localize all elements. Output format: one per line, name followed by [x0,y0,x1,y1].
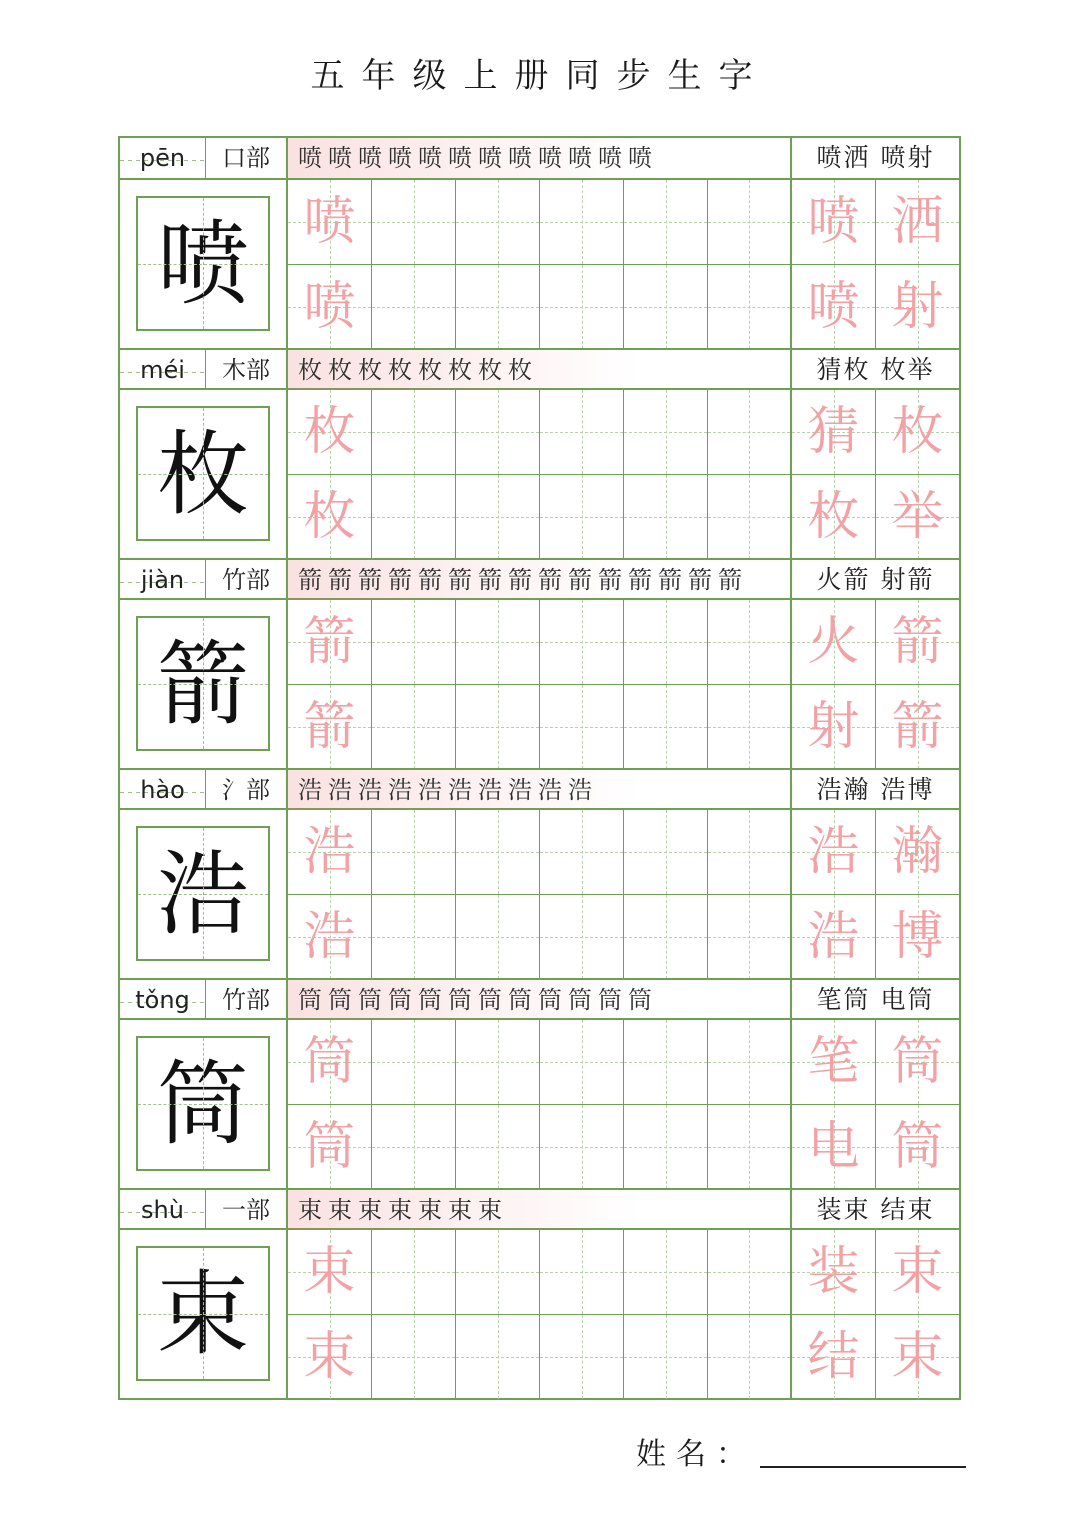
trace-word-character: 箭 [891,696,944,757]
blank-practice-cell[interactable] [540,1020,624,1105]
blank-practice-cell[interactable] [540,390,624,475]
practice-grid [288,600,959,769]
trace-character: 浩 [303,906,356,967]
blank-practice-cell[interactable] [372,685,456,770]
trace-word-cell[interactable] [876,180,959,265]
blank-practice-cell[interactable] [708,810,792,895]
trace-character: 筒 [303,1116,356,1177]
practice-grid [288,390,959,559]
trace-word-character: 猜 [807,402,860,462]
blank-practice-cell[interactable] [540,475,624,560]
blank-practice-cell[interactable] [624,810,708,895]
trace-word-cell[interactable] [792,1230,876,1315]
character-section [120,558,959,769]
practice-grid [288,810,959,979]
character-info-row [120,1188,959,1230]
blank-practice-cell[interactable] [708,1105,792,1190]
trace-character: 束 [303,1242,356,1302]
blank-practice-cell[interactable] [540,1315,624,1400]
blank-practice-cell[interactable] [708,1315,792,1400]
trace-character: 筒 [303,1032,356,1092]
blank-practice-cell[interactable] [456,1020,540,1105]
blank-practice-cell[interactable] [708,475,792,560]
trace-word-character: 射 [807,696,860,757]
trace-word-character: 瀚 [891,822,944,882]
trace-word-character: 筒 [891,1032,944,1092]
trace-word-character: 火 [807,612,860,672]
trace-word-cell[interactable] [792,685,876,770]
blank-practice-cell[interactable] [624,1105,708,1190]
blank-practice-cell[interactable] [372,895,456,980]
blank-practice-cell[interactable] [708,390,792,475]
trace-word-cell[interactable] [792,1105,876,1190]
blank-practice-cell[interactable] [540,600,624,685]
trace-word-cell[interactable] [876,685,959,770]
model-character: 浩 [136,826,270,961]
trace-word-character: 枚 [891,402,944,462]
model-character: 喷 [136,196,270,331]
trace-character-cell[interactable] [288,180,372,265]
stroke-order-text: 喷喷喷喷喷喷喷喷喷喷喷喷 [298,144,658,172]
character-section [120,138,959,349]
blank-practice-cell[interactable] [708,895,792,980]
trace-character-cell[interactable] [288,1230,372,1315]
trace-character-cell[interactable] [288,810,372,895]
character-info-row [120,768,959,810]
example-words: 猜枚 枚举 [816,355,935,384]
trace-word-character: 喷 [807,276,860,337]
trace-word-cell[interactable] [792,475,876,560]
character-info-row [120,138,959,180]
blank-practice-cell[interactable] [372,1105,456,1190]
model-character: 箭 [136,616,270,751]
model-character-box [120,600,288,769]
blank-practice-cell[interactable] [624,685,708,770]
blank-practice-cell[interactable] [456,180,540,265]
trace-word-character: 博 [891,906,944,967]
trace-character-cell[interactable] [288,685,372,770]
trace-word-cell[interactable] [876,390,959,475]
stroke-order-text: 箭箭箭箭箭箭箭箭箭箭箭箭箭箭箭 [298,566,748,594]
example-words: 笔筒 电筒 [816,985,935,1014]
practice-grid [288,1020,959,1189]
character-info-row [120,978,959,1020]
blank-practice-cell[interactable] [372,1020,456,1105]
example-words: 喷洒 喷射 [816,143,935,172]
trace-word-cell[interactable] [876,1020,959,1105]
example-words: 装束 结束 [816,1195,935,1224]
stroke-order [288,350,792,390]
trace-character: 箭 [303,612,356,672]
trace-word-cell[interactable] [792,180,876,265]
trace-word-character: 喷 [807,192,860,252]
trace-word-character: 枚 [807,486,860,547]
blank-practice-cell[interactable] [708,1230,792,1315]
character-section [120,978,959,1189]
blank-practice-cell[interactable] [540,265,624,350]
trace-word-cell[interactable] [792,1020,876,1105]
radical: 竹部 [206,560,288,600]
blank-practice-cell[interactable] [372,600,456,685]
character-info-row [120,348,959,390]
pinyin: jiàn [120,560,206,600]
practice-grid [288,1230,959,1399]
trace-word-cell[interactable] [876,1315,959,1400]
practice-grid [288,180,959,349]
blank-practice-cell[interactable] [456,390,540,475]
trace-character: 束 [303,1326,356,1387]
trace-word-cell[interactable] [876,265,959,350]
trace-character-cell[interactable] [288,1020,372,1105]
stroke-order [288,770,792,810]
model-character-box [120,1230,288,1399]
trace-character: 枚 [303,486,356,547]
blank-practice-cell[interactable] [708,685,792,770]
trace-character-cell[interactable] [288,1105,372,1190]
blank-practice-cell[interactable] [456,475,540,560]
trace-word-cell[interactable] [792,265,876,350]
trace-character-cell[interactable] [288,390,372,475]
trace-character-cell[interactable] [288,600,372,685]
blank-practice-cell[interactable] [624,265,708,350]
blank-practice-cell[interactable] [540,685,624,770]
trace-character-cell[interactable] [288,1315,372,1400]
pinyin: hào [120,770,206,810]
model-character: 束 [136,1246,270,1381]
blank-practice-cell[interactable] [624,1020,708,1105]
trace-character: 箭 [303,696,356,757]
blank-practice-cell[interactable] [540,810,624,895]
character-section [120,348,959,559]
stroke-order-text: 枚枚枚枚枚枚枚枚 [298,356,538,384]
model-character-box [120,810,288,979]
blank-practice-cell[interactable] [372,180,456,265]
pinyin: tǒng [120,980,206,1020]
character-section [120,768,959,979]
stroke-order-text: 束束束束束束束 [298,1196,508,1224]
blank-practice-cell[interactable] [540,180,624,265]
pinyin: pēn [120,138,206,178]
stroke-order-text: 筒筒筒筒筒筒筒筒筒筒筒筒 [298,986,658,1014]
trace-word-cell[interactable] [792,1315,876,1400]
blank-practice-cell[interactable] [624,390,708,475]
radical: 氵部 [206,770,288,810]
blank-practice-cell[interactable] [456,1230,540,1315]
blank-practice-cell[interactable] [372,265,456,350]
page-title: 五年级上册同步生字 [310,56,770,96]
character-section [120,1188,959,1399]
stroke-order-text: 浩浩浩浩浩浩浩浩浩浩 [298,776,598,804]
blank-practice-cell[interactable] [708,1020,792,1105]
example-words: 浩瀚 浩博 [816,775,935,804]
pinyin: shù [120,1190,206,1230]
blank-practice-cell[interactable] [624,1230,708,1315]
stroke-order [288,980,792,1020]
trace-word-character: 筒 [891,1116,944,1177]
trace-word-character: 束 [891,1326,944,1387]
trace-word-character: 举 [891,486,944,547]
blank-practice-cell[interactable] [456,265,540,350]
model-character-box [120,390,288,559]
trace-word-cell[interactable] [876,600,959,685]
blank-practice-cell[interactable] [540,895,624,980]
trace-word-cell[interactable] [876,475,959,560]
blank-practice-cell[interactable] [456,685,540,770]
blank-practice-cell[interactable] [456,1315,540,1400]
trace-character-cell[interactable] [288,265,372,350]
radical: 竹部 [206,980,288,1020]
blank-practice-cell[interactable] [624,475,708,560]
trace-character-cell[interactable] [288,475,372,560]
blank-practice-cell[interactable] [372,1230,456,1315]
stroke-order [288,138,792,178]
blank-practice-cell[interactable] [540,1105,624,1190]
model-character-box [120,1020,288,1189]
blank-practice-cell[interactable] [372,390,456,475]
stroke-order [288,1190,792,1230]
trace-character: 喷 [303,192,356,252]
trace-word-cell[interactable] [792,390,876,475]
blank-practice-cell[interactable] [456,1105,540,1190]
trace-word-character: 箭 [891,612,944,672]
blank-practice-cell[interactable] [456,810,540,895]
radical: 一部 [206,1190,288,1230]
name-label: 姓名： [636,1437,756,1472]
blank-practice-cell[interactable] [708,180,792,265]
trace-word-character: 浩 [807,822,860,882]
blank-practice-cell[interactable] [708,600,792,685]
trace-character-cell[interactable] [288,895,372,980]
pinyin: méi [120,350,206,390]
character-info-row [120,558,959,600]
blank-practice-cell[interactable] [372,1315,456,1400]
trace-word-character: 装 [807,1242,860,1302]
radical: 口部 [206,138,288,178]
example-words: 火箭 射箭 [816,565,935,594]
trace-word-character: 结 [807,1326,860,1387]
blank-practice-cell[interactable] [624,180,708,265]
blank-practice-cell[interactable] [372,475,456,560]
trace-word-cell[interactable] [876,1105,959,1190]
model-character: 枚 [136,406,270,541]
name-input-line[interactable] [760,1466,966,1468]
trace-word-cell[interactable] [792,600,876,685]
blank-practice-cell[interactable] [372,810,456,895]
trace-word-character: 笔 [807,1032,860,1092]
character-practice-grid [118,136,961,1400]
trace-word-cell[interactable] [792,895,876,980]
blank-practice-cell[interactable] [456,600,540,685]
blank-practice-cell[interactable] [456,895,540,980]
trace-word-character: 洒 [891,192,944,252]
blank-practice-cell[interactable] [540,1230,624,1315]
trace-word-cell[interactable] [792,810,876,895]
model-character-box [120,180,288,349]
blank-practice-cell[interactable] [708,265,792,350]
trace-word-character: 浩 [807,906,860,967]
trace-character: 浩 [303,822,356,882]
blank-practice-cell[interactable] [624,895,708,980]
radical: 木部 [206,350,288,390]
trace-word-character: 束 [891,1242,944,1302]
blank-practice-cell[interactable] [624,1315,708,1400]
trace-word-character: 电 [807,1116,860,1177]
trace-word-cell[interactable] [876,1230,959,1315]
model-character: 筒 [136,1036,270,1171]
trace-character: 喷 [303,276,356,337]
trace-word-character: 射 [891,276,944,337]
trace-word-cell[interactable] [876,895,959,980]
stroke-order [288,560,792,600]
blank-practice-cell[interactable] [624,600,708,685]
trace-character: 枚 [303,402,356,462]
trace-word-cell[interactable] [876,810,959,895]
